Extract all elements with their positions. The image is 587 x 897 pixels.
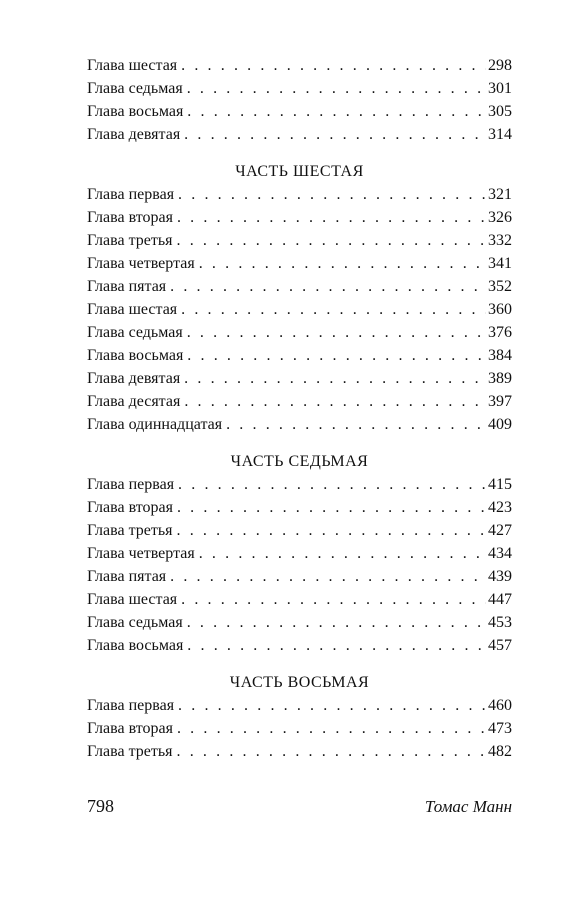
toc-entry-page: 482 <box>488 743 512 760</box>
toc-entry-label: Глава седьмая <box>87 614 183 631</box>
toc-entry <box>87 344 512 367</box>
toc-entry-page: 376 <box>488 324 512 341</box>
toc-leader-dots <box>170 565 486 588</box>
toc-entry <box>87 565 512 588</box>
toc-entry-label: Глава девятая <box>87 370 181 387</box>
toc-entry-page: 460 <box>488 697 512 714</box>
toc-leader-dots <box>226 413 486 436</box>
toc-entry <box>87 229 512 252</box>
toc-entry <box>87 542 512 565</box>
toc-leader-dots <box>181 298 486 321</box>
toc-entry-label: Глава шестая <box>87 591 178 608</box>
toc-leader-dots <box>177 206 486 229</box>
toc-entry <box>87 694 512 717</box>
toc-entry-page: 301 <box>488 80 512 97</box>
toc-entry-label: Глава пятая <box>87 568 167 585</box>
toc-leader-dots <box>187 77 486 100</box>
toc-continued-section <box>87 54 512 146</box>
toc-entry-page: 439 <box>488 568 512 585</box>
toc-entry-label: Глава седьмая <box>87 80 183 97</box>
toc-entry <box>87 473 512 496</box>
section-heading: ЧАСТЬ ВОСЬМАЯ <box>229 674 370 691</box>
toc-entry <box>87 252 512 275</box>
toc-entry <box>87 367 512 390</box>
toc-entry-label: Глава третья <box>87 743 173 760</box>
toc-entry-page: 389 <box>488 370 512 387</box>
toc-entry <box>87 611 512 634</box>
toc-leader-dots <box>187 344 486 367</box>
toc-entry <box>87 519 512 542</box>
toc-entry <box>87 100 512 123</box>
toc-entry-page: 341 <box>488 255 512 272</box>
toc-entry-label: Глава шестая <box>87 57 178 74</box>
toc-entry-label: Глава вторая <box>87 499 173 516</box>
toc-entry-page: 397 <box>488 393 512 410</box>
toc-leader-dots <box>187 634 486 657</box>
toc-leader-dots <box>177 496 486 519</box>
toc-entry-label: Глава третья <box>87 232 173 249</box>
toc-entry-page: 352 <box>488 278 512 295</box>
toc-leader-dots <box>187 100 486 123</box>
toc-entry-label: Глава пятая <box>87 278 167 295</box>
toc-entry-page: 423 <box>488 499 512 516</box>
toc-entry-label: Глава вторая <box>87 209 173 226</box>
toc-entry-label: Глава третья <box>87 522 173 539</box>
toc-entry-page: 384 <box>488 347 512 364</box>
toc-leader-dots <box>184 390 486 413</box>
toc-leader-dots <box>187 611 486 634</box>
toc-entry-label: Глава девятая <box>87 126 181 143</box>
section-heading: ЧАСТЬ ШЕСТАЯ <box>235 163 364 180</box>
toc-entry-label: Глава десятая <box>87 393 181 410</box>
toc-entry-page: 321 <box>488 186 512 203</box>
toc-entry <box>87 123 512 146</box>
toc-entry-label: Глава четвертая <box>87 255 195 272</box>
toc-leader-dots <box>199 542 486 565</box>
toc-entry <box>87 54 512 77</box>
toc-leader-dots <box>181 54 486 77</box>
toc-entry <box>87 183 512 206</box>
toc-entry <box>87 413 512 436</box>
toc-section-part-seven <box>87 450 512 657</box>
toc-entry-page: 326 <box>488 209 512 226</box>
toc-entry-page: 427 <box>488 522 512 539</box>
toc-entry-label: Глава первая <box>87 476 175 493</box>
toc-entry <box>87 390 512 413</box>
toc-leader-dots <box>177 717 486 740</box>
toc-entry <box>87 298 512 321</box>
toc-entry <box>87 634 512 657</box>
toc-entry-label: Глава первая <box>87 697 175 714</box>
toc-leader-dots <box>177 740 486 763</box>
toc-entry <box>87 321 512 344</box>
toc-section-part-eight <box>87 671 512 763</box>
toc-entry-page: 457 <box>488 637 512 654</box>
toc-entry <box>87 496 512 519</box>
toc-leader-dots <box>184 123 486 146</box>
toc-entry-page: 447 <box>488 591 512 608</box>
toc-entry <box>87 206 512 229</box>
toc-entry <box>87 275 512 298</box>
toc-entry-page: 360 <box>488 301 512 318</box>
toc-leader-dots <box>177 229 486 252</box>
toc-entry-label: Глава восьмая <box>87 637 184 654</box>
page-number: 798 <box>87 796 114 816</box>
toc-entry-label: Глава четвертая <box>87 545 195 562</box>
toc-entry <box>87 77 512 100</box>
table-of-contents <box>87 54 512 763</box>
toc-leader-dots <box>178 694 486 717</box>
toc-entry-label: Глава восьмая <box>87 347 184 364</box>
toc-leader-dots <box>177 519 486 542</box>
toc-entry <box>87 588 512 611</box>
toc-entry-page: 415 <box>488 476 512 493</box>
toc-section-part-six <box>87 160 512 436</box>
toc-entry <box>87 740 512 763</box>
toc-leader-dots <box>184 367 486 390</box>
toc-entry-page: 453 <box>488 614 512 631</box>
toc-entry-label: Глава седьмая <box>87 324 183 341</box>
toc-entry-label: Глава первая <box>87 186 175 203</box>
toc-entry-page: 434 <box>488 545 512 562</box>
toc-leader-dots <box>181 588 486 611</box>
toc-entry <box>87 717 512 740</box>
toc-entry-page: 298 <box>488 57 512 74</box>
toc-entry-page: 314 <box>488 126 512 143</box>
running-footer-author: Томас Манн <box>424 797 512 816</box>
section-heading: ЧАСТЬ СЕДЬМАЯ <box>230 453 369 470</box>
toc-leader-dots <box>187 321 486 344</box>
toc-entry-page: 305 <box>488 103 512 120</box>
toc-entry-label: Глава восьмая <box>87 103 184 120</box>
toc-leader-dots <box>199 252 486 275</box>
toc-entry-label: Глава шестая <box>87 301 178 318</box>
toc-entry-label: Глава вторая <box>87 720 173 737</box>
toc-leader-dots <box>178 473 486 496</box>
toc-entry-page: 332 <box>488 232 512 249</box>
toc-entry-page: 473 <box>488 720 512 737</box>
toc-entry-label: Глава одиннадцатая <box>87 416 223 433</box>
toc-entry-page: 409 <box>488 416 512 433</box>
toc-leader-dots <box>170 275 486 298</box>
toc-leader-dots <box>178 183 486 206</box>
